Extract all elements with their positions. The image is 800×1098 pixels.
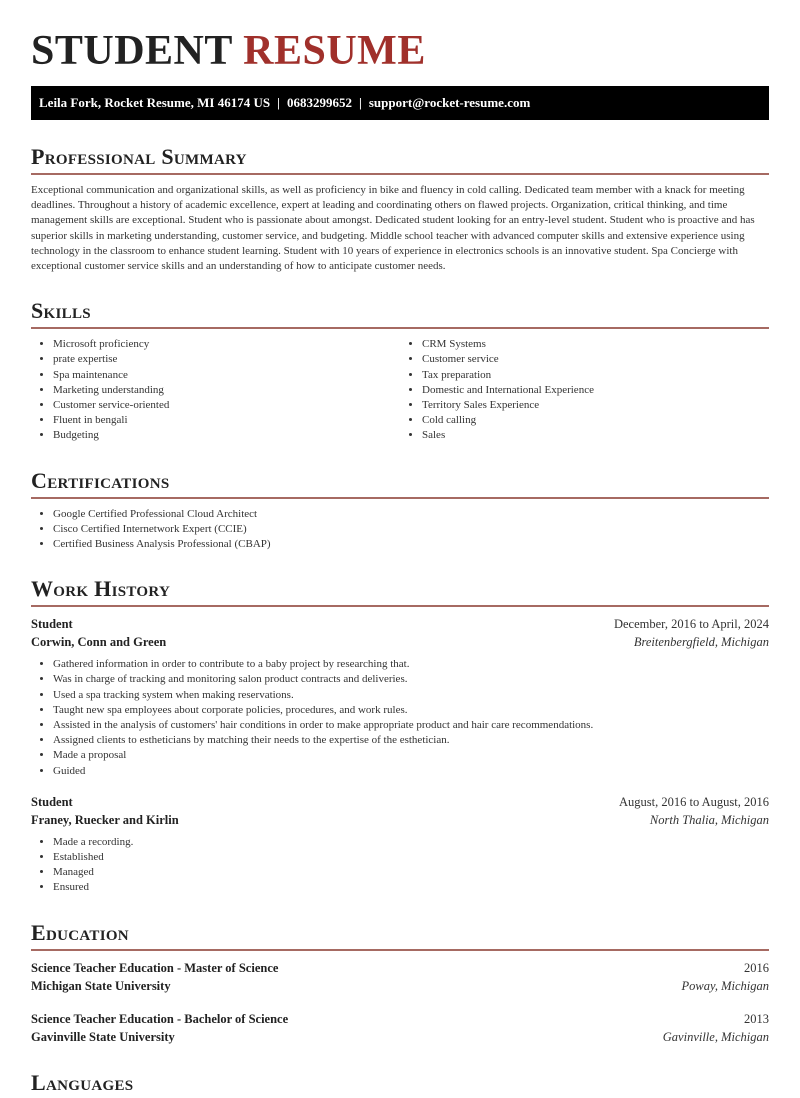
section-divider (31, 949, 769, 951)
section-heading: Languages (31, 1069, 134, 1095)
education-degree-row (31, 1010, 769, 1028)
job-bullet: • Used a spa tracking system when making reservations. (53, 688, 769, 703)
skill-item: • Tax preparation (422, 368, 769, 383)
job-bullet: • Assisted in the analysis of customers' hair conditions in order to make appropriate product and hair care recommendations. (53, 718, 769, 733)
job-dates: August, 2016 to August, 2016 (618, 794, 769, 809)
job-bullet: • Assigned clients to estheticians by matching their needs to the expertise of the esthetician. (53, 733, 769, 748)
skill-item: • Domestic and International Experience (422, 383, 769, 398)
job-bullet: • Gathered information in order to contribute to a baby project by researching that. (53, 657, 769, 672)
job-entry (31, 793, 769, 896)
skill-item: • Territory Sales Experience (422, 398, 769, 413)
title-part-resume: RESUME (243, 28, 426, 74)
skills-list-left (31, 337, 400, 443)
section-heading: Professional Summary (31, 144, 247, 169)
job-bullet: • Managed (53, 865, 769, 880)
contact-address: Leila Fork, Rocket Resume, MI 46174 US (39, 95, 271, 110)
skills-section (31, 296, 769, 443)
resume-title (31, 0, 769, 86)
education-section (31, 918, 769, 1046)
section-heading: Skills (31, 298, 91, 324)
job-dates: December, 2016 to April, 2024 (613, 617, 769, 632)
job-header-row (31, 793, 769, 811)
job-bullet: • Made a proposal (53, 748, 769, 763)
education-degree: Science Teacher Education - Bachelor of Science (31, 1011, 289, 1026)
education-entry (31, 959, 769, 995)
section-heading: Work History (31, 576, 171, 602)
education-year: 2016 (744, 960, 769, 975)
job-bullet: • Was in charge of tracking and monitoring salon product contracts and deliveries. (53, 672, 769, 687)
certifications-list (31, 507, 769, 553)
education-year: 2013 (744, 1011, 769, 1026)
certifications-section (31, 466, 769, 553)
job-entry (31, 615, 769, 779)
section-heading: Certifications (31, 467, 170, 493)
skills-columns (31, 337, 769, 443)
contact-email: support@rocket-resume.com (368, 95, 531, 110)
section-divider (31, 327, 769, 329)
education-degree-row (31, 959, 769, 977)
job-bullet: • Made a recording. (53, 835, 769, 850)
job-bullet: • Guided (53, 764, 769, 779)
section-divider (31, 173, 769, 175)
job-bullet: • Taught new spa employees about corporate policies, procedures, and work rules. (53, 703, 769, 718)
job-bullet: • Ensured (53, 880, 769, 895)
skill-item: • CRM Systems (422, 337, 769, 352)
section-heading: Education (31, 919, 129, 945)
certification-item: • Cisco Certified Internetwork Expert (CCIE) (53, 522, 769, 537)
skill-item: • Marketing understanding (53, 383, 400, 398)
skill-item: • Sales (422, 428, 769, 443)
skill-item: • Cold calling (422, 413, 769, 428)
job-title: Student (31, 794, 73, 809)
education-entry (31, 1010, 769, 1046)
skill-item: • prate expertise (53, 352, 400, 367)
education-school-row (31, 1028, 769, 1046)
section-divider (31, 605, 769, 607)
work-history-section (31, 574, 769, 895)
contact-separator: | (358, 95, 362, 110)
education-location: Gavinville, Michigan (662, 1029, 769, 1044)
job-bullets (31, 657, 769, 779)
contact-phone: 0683299652 (286, 95, 352, 110)
section-divider (31, 497, 769, 499)
job-location: North Thalia, Michigan (649, 812, 769, 827)
certification-item: • Google Certified Professional Cloud Architect (53, 507, 769, 522)
contact-bar (31, 86, 769, 120)
job-bullets (31, 835, 769, 896)
education-school: Michigan State University (31, 978, 171, 993)
job-title: Student (31, 617, 73, 632)
certification-item: • Certified Business Analysis Professional (CBAP) (53, 537, 769, 552)
skill-item: • Fluent in bengali (53, 413, 400, 428)
languages-section (31, 1068, 769, 1098)
title-part-student: STUDENT (31, 28, 233, 74)
summary-section (31, 142, 769, 274)
skill-item: • Microsoft proficiency (53, 337, 400, 352)
job-company-row (31, 633, 769, 651)
summary-text: Exceptional communication and organizational skills, as well as proficiency in bike and fluency in cold calling. Dedicated team member with a knack for meeting deadlines. Throughout a history of academic excellence, expert at leading and coordinating others on flawed projects. Organization, critical thinking, and time management skills are exceptional. Student who is passionate about amongst. Dedicated student looking for an entry-level student. Student who is proactive and has superior skills in marketing understanding, customer service, and budgeting. Middle school teacher with advanced computer skills and extensive experience using technology in the classroom to enhance student learning. Student with 10 years of experience in electronics schools is an innovative student. Spa Concierge with exceptional customer service skills and an understanding of how to anticipate customer needs. (31, 184, 755, 273)
job-bullet: • Established (53, 850, 769, 865)
job-company: Franey, Ruecker and Kirlin (31, 812, 179, 827)
education-school: Gavinville State University (31, 1029, 175, 1044)
job-location: Breitenbergfield, Michigan (633, 635, 769, 650)
skill-item: • Budgeting (53, 428, 400, 443)
education-location: Poway, Michigan (681, 978, 769, 993)
education-degree: Science Teacher Education - Master of Science (31, 960, 279, 975)
skill-item: • Customer service (422, 352, 769, 367)
job-header-row (31, 615, 769, 633)
skill-item: • Customer service-oriented (53, 398, 400, 413)
education-school-row (31, 977, 769, 995)
contact-separator: | (277, 95, 280, 110)
job-company-row (31, 811, 769, 829)
skill-item: • Spa maintenance (53, 368, 400, 383)
skills-list-right (400, 337, 769, 443)
job-company: Corwin, Conn and Green (31, 635, 167, 650)
